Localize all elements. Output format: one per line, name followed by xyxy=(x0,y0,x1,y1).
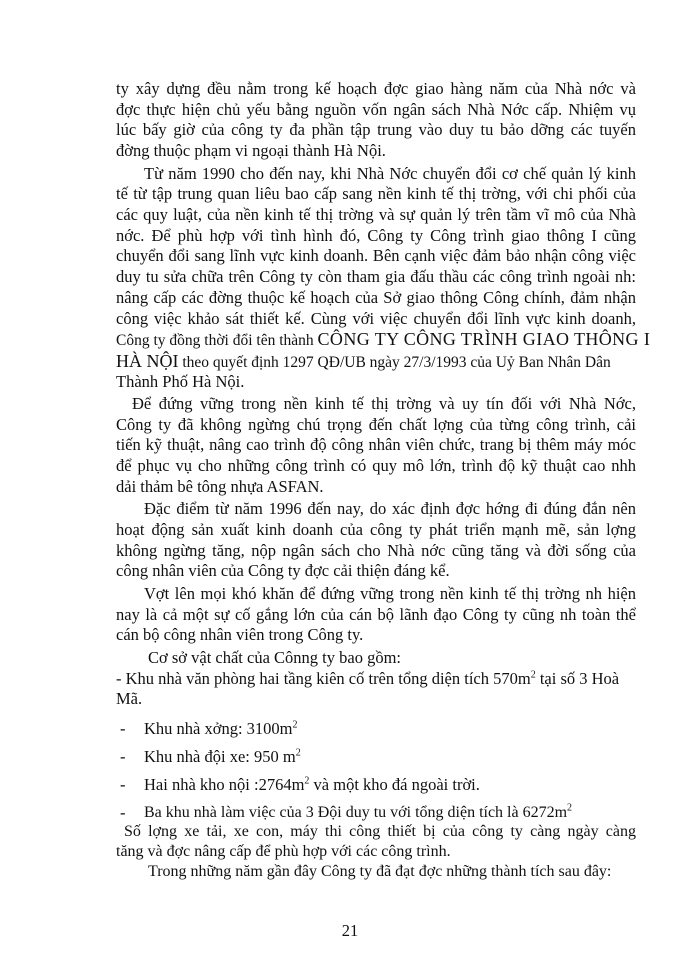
paragraph-first-line: Từ năm 1990 cho đến nay, khi Nhà Nớc chuyển đổi cơ chế quản lý kinh xyxy=(144,163,636,183)
text-line xyxy=(116,328,651,352)
text-line: cán bộ công nhân viên trong Công ty. xyxy=(116,625,364,645)
list-item-text: Hai nhà kho nội :2764m xyxy=(144,774,305,794)
paragraph-first-line: Trong những năm gần đây Công ty đã đạt đợc những thành tích sau đây: xyxy=(148,863,612,880)
text-line: tăng và đợc nâng cấp để phù hợp với các công trình. xyxy=(116,843,451,861)
text-line: công việc khảo sát thiết kế. Cùng với việc chuyển đổi lĩnh vực kinh doanh, xyxy=(116,308,636,328)
office-description: - Khu nhà văn phòng hai tầng kiên cố trên tổng diện tích 570m xyxy=(116,668,531,688)
list-item xyxy=(144,774,624,796)
text-line xyxy=(116,668,636,690)
text-line: Thành Phố Hà Nội. xyxy=(116,371,245,391)
list-item-text: và một kho đá ngoài trời. xyxy=(309,774,480,794)
superscript: 2 xyxy=(567,802,573,814)
paragraph-first-line: Để đứng vững trong nền kinh tế thị trờng và uy tín đối với Nhà Nớc, xyxy=(132,394,636,413)
text-line: nay là cả một sự cố gắng lớn của cán bộ lãnh đạo Công ty cũng nh toàn thể xyxy=(116,604,636,624)
company-name-city: HÀ NỘI xyxy=(116,350,179,371)
text-line: nớc. Để phù hợp với tình hình đó, Công ty Công trình giao thông I cũng xyxy=(116,225,636,245)
superscript: 2 xyxy=(295,747,301,759)
superscript: 2 xyxy=(530,669,536,680)
paragraph-first-line: Vợt lên mọi khó khăn để đứng vững trong nền kinh tế thị trờng nh hiện xyxy=(144,583,636,603)
text-line: nâng cấp các đờng thuộc kế hoạch của Sở giao thông Công chính, đảm nhận xyxy=(116,287,636,307)
text-line: để phục vụ cho những công trình có quy mô lớn, trình độ kỹ thuật cao nhh xyxy=(116,456,636,476)
company-name-caps: CÔNG TY CÔNG TRÌNH GIAO THÔNG I xyxy=(317,329,651,350)
bullet-marker: - xyxy=(120,774,126,794)
page-number: 21 xyxy=(341,921,359,940)
text-line: đờng thuộc phạm vi ngoại thành Hà Nội. xyxy=(116,141,386,161)
decision-text: theo quyết định 1297 QĐ/UB ngày 27/3/1993 của Uỷ Ban Nhân Dân xyxy=(182,353,611,371)
list-item-text: Khu nhà xởng: 3100m xyxy=(144,718,293,738)
bullet-marker: - xyxy=(120,802,126,822)
text-line: dải thảm bê tông nhựa ASFAN. xyxy=(116,476,324,496)
text-line: ty xây dựng đều nằm trong kế hoạch đợc giao hàng năm của Nhà nớc và xyxy=(116,79,636,98)
text-line: Mã. xyxy=(116,689,143,709)
text-line: không ngừng tăng, nộp ngân sách cho Nhà nớc cũng tăng và đời sống của xyxy=(116,540,636,560)
text-line: tiến kỹ thuật, nâng cao trình độ công nhân viên chức, trang bị thêm máy móc xyxy=(116,435,636,455)
text-line: Công ty đã không ngừng chú trọng đến chất lợng của từng công trình, cải xyxy=(116,414,636,434)
list-item-text: Khu nhà đội xe: 950 m xyxy=(144,746,296,766)
list-item xyxy=(144,746,624,768)
paragraph-first-line: Đặc điểm từ năm 1996 đến nay, do xác định đợc hớng đi đúng đắn nên xyxy=(144,499,636,519)
text-line: công nhân viên của Công ty đợc cải thiện đáng kể. xyxy=(116,561,450,581)
text-line: lúc bấy giờ của công ty đa phần tập trung vào duy tu bảo dỡng các tuyến xyxy=(116,120,636,140)
company-rename-text: Công ty đồng thời đổi tên thành xyxy=(116,332,314,350)
list-item-text: Ba khu nhà làm việc của 3 Đội duy tu với tổng diện tích là 6272m xyxy=(144,803,568,821)
text-line: duy tu sửa chữa trên Công ty còn tham gia đấu thầu các công trình ngoài nh: xyxy=(116,267,636,287)
superscript: 2 xyxy=(292,719,298,731)
text-line: chuyển đổi sang lĩnh vực kinh doanh. Bên cạnh việc đảm bảo nhận công việc xyxy=(116,246,636,266)
office-address: tại số 3 Hoà xyxy=(535,668,620,688)
bullet-marker: - xyxy=(120,718,126,738)
paragraph-first-line: Số lợng xe tải, xe con, máy thi công thiết bị của công ty càng ngày càng xyxy=(124,823,636,841)
section-intro: Cơ sở vật chất của Cônng ty bao gồm: xyxy=(148,647,401,667)
text-line: hoạt động sản xuất kinh doanh của công ty phát triển mạnh mẽ, sản lợng xyxy=(116,520,636,539)
text-line: tế từ tập trung quan liêu bao cấp sang nền kinh tế thị trờng, với chi phối của xyxy=(116,184,636,204)
list-item xyxy=(144,718,624,740)
superscript: 2 xyxy=(304,775,310,787)
bullet-marker: - xyxy=(120,746,126,766)
text-line: đợc thực hiện chủ yếu bằng nguồn vốn ngân sách Nhà Nớc cấp. Nhiệm vụ xyxy=(116,99,636,119)
list-item xyxy=(144,802,624,824)
text-line: các quy luật, của nền kinh tế thị trờng và sự quản lý trên tầm vĩ mô của Nhà xyxy=(116,205,636,224)
